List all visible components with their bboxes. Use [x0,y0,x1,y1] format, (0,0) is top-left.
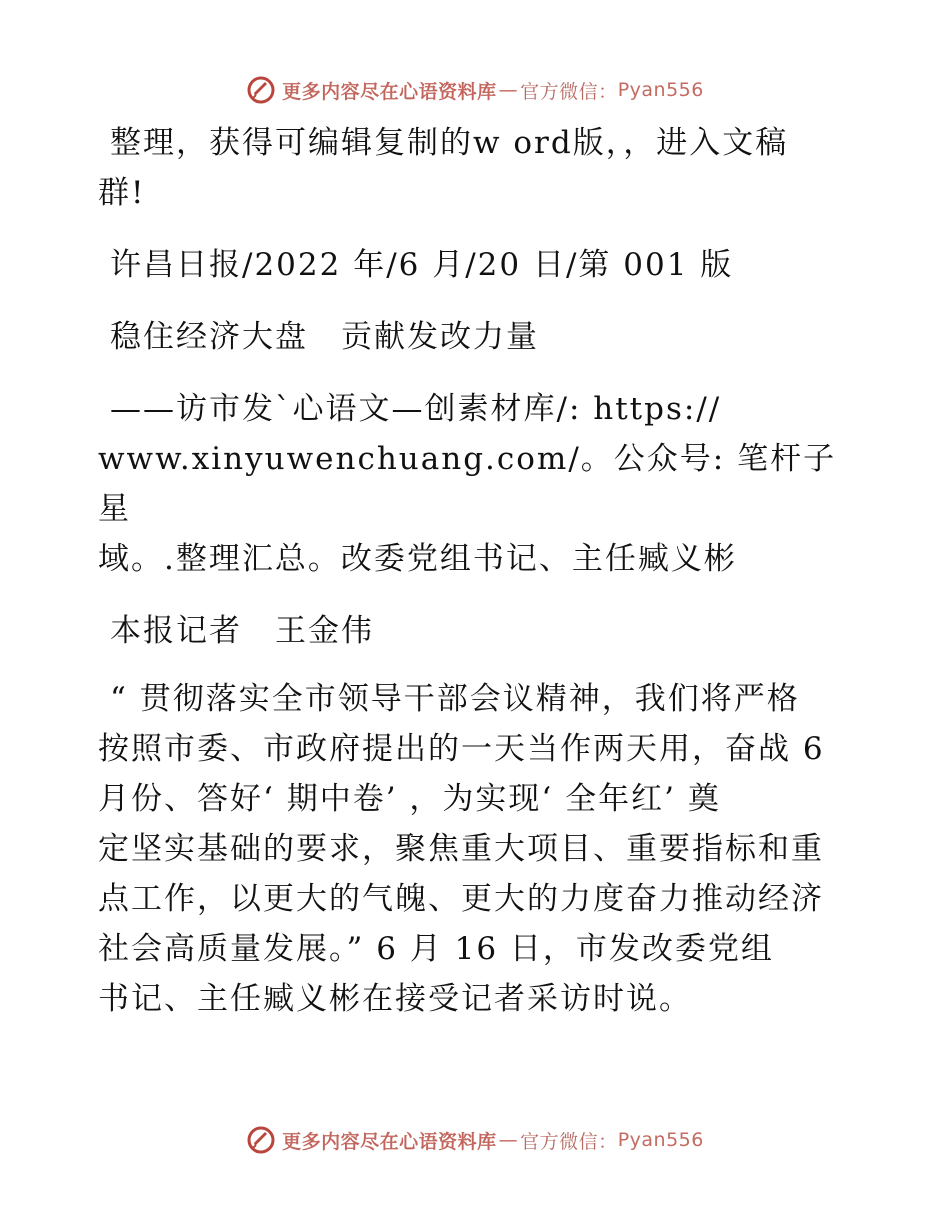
quill-circle-icon [246,1125,276,1155]
header-banner [0,70,950,110]
subhead-line-3: 域。.整理汇总。改委党组书记、主任臧义彬 [98,541,737,577]
banner-wechat-id: Pyan556 [617,1129,704,1151]
banner-separator: — [498,1129,519,1151]
subhead-line-2: www.xinyuwenchuang.com/。公众号: 笔杆子星 [98,441,837,527]
banner-wechat-label: 官方微信： [520,1130,618,1153]
banner-wechat-label: 官方微信： [520,80,618,103]
body-line-4: 定坚实基础的要求，聚焦重大项目、重要指标和重 [98,831,824,867]
headline: 稳住经济大盘 贡献发改力量 [110,319,539,355]
body-line-7: 书记、主任臧义彬在接受记者采访时说。 [98,981,692,1017]
body-line-1: “ 贯彻落实全市领导干部会议精神，我们将严格 [110,681,800,717]
intro-line-2: 群! [98,175,146,211]
source-line: 许昌日报/2022 年/6 月/20 日/第 001 版 [110,247,734,283]
byline: 本报记者 王金伟 [110,613,374,649]
banner-main-text: 更多内容尽在心语资料库 [282,1130,497,1153]
body-line-6: 社会高质量发展。” 6 月 16 日，市发改委党组 [98,931,774,967]
article-body [98,118,858,1024]
quill-circle-icon [246,75,276,105]
body-line-3: 月份、答好‘ 期中卷’ ，为实现‘ 全年红’ 奠 [98,781,721,817]
subhead-line-1: ——访市发`心语文—创素材库/: https:// [110,391,722,427]
footer-banner [0,1120,950,1160]
body-line-5: 点工作，以更大的气魄、更大的力度奋力推动经济 [98,881,824,917]
banner-separator: — [498,79,519,101]
banner-wechat-id: Pyan556 [617,79,704,101]
intro-line-1: 整理，获得可编辑复制的w ord版，，进入文稿 [110,125,789,161]
banner-main-text: 更多内容尽在心语资料库 [282,80,497,103]
body-line-2: 按照市委、市政府提出的一天当作两天用，奋战 6 [98,731,825,767]
